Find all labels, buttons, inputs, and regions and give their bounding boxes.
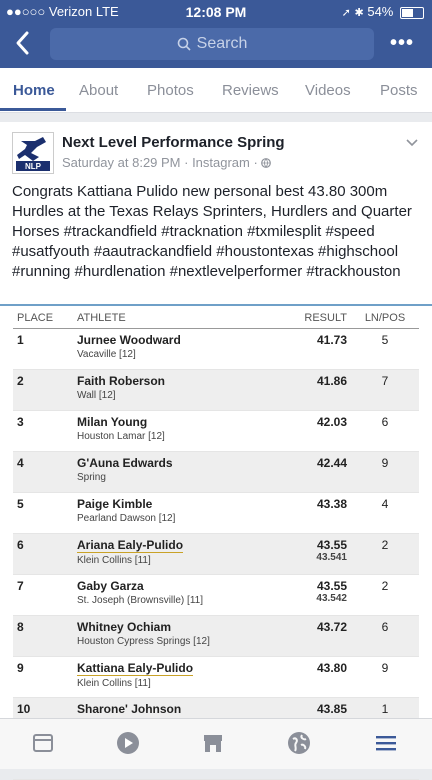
result-cell: [283, 411, 351, 452]
result-value: 43.55: [316, 579, 347, 593]
place-cell: 3: [13, 411, 73, 452]
results-image[interactable]: [0, 304, 432, 732]
athlete-school: Klein Collins [11]: [77, 678, 151, 689]
post-meta-text: Saturday at 8:29 PM · Instagram ·: [62, 155, 262, 170]
post-text: Congrats Kattiana Pulido new personal best 43.80 300m Hurdles at the Texas Relays Sprinters, Hurdlers and Quarter Horses #trackandfield #tracknation #txmilesplit #speed #usatfyouth #aautrackandfield #houstontexas #highschool #running #hurdlenation #nextlevelperformer #trackhouston: [12, 183, 412, 280]
athlete-cell: [73, 616, 283, 657]
more-button[interactable]: •••: [389, 32, 414, 54]
place-cell: 2: [13, 370, 73, 411]
news-feed-icon: [31, 731, 55, 755]
tab-home[interactable]: Home: [13, 82, 55, 99]
lane-cell: 6: [351, 411, 419, 452]
tab-reviews[interactable]: Reviews: [222, 82, 279, 99]
battery-percent: 54%: [367, 4, 394, 19]
lane-cell: 6: [351, 616, 419, 657]
globe-icon: [287, 731, 311, 755]
notifications-tab[interactable]: [287, 731, 311, 755]
menu-icon: [374, 731, 398, 755]
marketplace-tab[interactable]: [201, 731, 225, 755]
page-tabs: [0, 68, 432, 113]
place-cell: 10: [13, 698, 73, 739]
place-cell: 6: [13, 534, 73, 575]
table-row: [13, 534, 419, 575]
athlete-school: Spring: [77, 472, 106, 483]
table-row: [13, 370, 419, 411]
athlete-name: Ariana Ealy-Pulido: [77, 538, 184, 552]
bluetooth-icon: ✱: [354, 7, 364, 19]
post-meta: [62, 155, 271, 170]
carrier-label: ●●○○○ Verizon LTE: [6, 4, 119, 19]
news-feed-tab[interactable]: [31, 731, 55, 755]
athlete-name: Sharone' Johnson: [77, 702, 182, 716]
header-result: RESULT: [283, 306, 351, 329]
athlete-name: Whitney Ochiam: [77, 620, 172, 634]
tab-about[interactable]: About: [79, 82, 119, 99]
place-cell: 4: [13, 452, 73, 493]
athlete-school: Pearland Dawson [12]: [77, 513, 176, 524]
chevron-left-icon: [14, 30, 30, 56]
place-cell: 8: [13, 616, 73, 657]
athlete-school: Houston Cypress Springs [12]: [77, 636, 210, 647]
lane-cell: 7: [351, 370, 419, 411]
tab-photos[interactable]: Photos: [147, 82, 194, 99]
table-row: [13, 411, 419, 452]
result-value: 43.55: [316, 538, 347, 552]
lane-cell: 5: [351, 329, 419, 370]
athlete-school: Vacaville [12]: [77, 349, 136, 360]
athlete-school: Wall [12]: [77, 390, 116, 401]
post-card: [0, 122, 432, 768]
result-cell: [283, 329, 351, 370]
tab-posts[interactable]: Posts: [380, 82, 418, 99]
active-tab-indicator: [0, 108, 66, 111]
battery-icon: [400, 7, 424, 19]
lane-cell: 9: [351, 452, 419, 493]
header-lane: LN/POS: [351, 306, 419, 329]
result-cell: [283, 575, 351, 616]
svg-text:NLP: NLP: [25, 162, 41, 171]
table-row: [13, 616, 419, 657]
athlete-name: Kattiana Ealy-Pulido: [77, 661, 194, 675]
lane-cell: 4: [351, 493, 419, 534]
place-cell: 5: [13, 493, 73, 534]
result-cell: [283, 452, 351, 493]
table-row: [13, 329, 419, 370]
place-cell: 7: [13, 575, 73, 616]
result-cell: [283, 534, 351, 575]
result-detail: 43.541: [316, 552, 347, 563]
battery-indicator: [342, 4, 424, 19]
athlete-cell: [73, 329, 283, 370]
table-row: [13, 493, 419, 534]
result-value: 41.86: [316, 374, 347, 388]
table-row: [13, 657, 419, 698]
athlete-school: Houston Lamar [12]: [77, 431, 165, 442]
athlete-school: Klein Collins [11]: [77, 555, 151, 566]
athlete-cell: [73, 493, 283, 534]
result-value: 43.72: [316, 620, 347, 634]
table-row: [13, 575, 419, 616]
athlete-name: Paige Kimble: [77, 497, 153, 511]
table-row: [13, 452, 419, 493]
result-value: 42.03: [316, 415, 347, 429]
lane-cell: 1: [351, 698, 419, 739]
result-value: 43.85: [316, 702, 347, 716]
top-navigation: [0, 22, 432, 68]
athlete-cell: [73, 534, 283, 575]
athlete-cell: [73, 575, 283, 616]
result-cell: [283, 616, 351, 657]
result-value: 43.80: [316, 661, 347, 675]
place-cell: 9: [13, 657, 73, 698]
athlete-cell: [73, 370, 283, 411]
bottom-tab-bar: [0, 718, 432, 769]
athlete-name: Faith Roberson: [77, 374, 166, 388]
time-label: 12:08 PM: [185, 4, 247, 20]
athlete-name: Gaby Garza: [77, 579, 144, 593]
header-athlete: ATHLETE: [73, 306, 283, 329]
search-placeholder: Search: [196, 35, 248, 52]
result-value: 41.73: [316, 333, 347, 347]
place-cell: 1: [13, 329, 73, 370]
results-table: [13, 306, 419, 780]
video-play-icon: [116, 731, 140, 755]
page-name[interactable]: Next Level Performance Spring: [62, 134, 285, 151]
video-tab[interactable]: [116, 731, 140, 755]
athlete-cell: [73, 452, 283, 493]
result-cell: [283, 493, 351, 534]
athlete-name: G'Auna Edwards: [77, 456, 173, 470]
result-detail: 43.542: [316, 593, 347, 604]
tab-videos[interactable]: Videos: [305, 82, 351, 99]
athlete-name: Milan Young: [77, 415, 148, 429]
status-bar: [0, 0, 432, 22]
location-icon: ➚: [341, 7, 351, 19]
globe-icon: [261, 158, 271, 168]
result-cell: [283, 370, 351, 411]
result-cell: [283, 657, 351, 698]
athlete-cell: [73, 411, 283, 452]
lane-cell: 9: [351, 657, 419, 698]
search-bar[interactable]: [50, 28, 374, 60]
lane-cell: 2: [351, 575, 419, 616]
back-button[interactable]: [14, 30, 30, 61]
avatar[interactable]: [12, 132, 54, 174]
post-options-button[interactable]: [406, 134, 418, 150]
athlete-name: Jurnee Woodward: [77, 333, 181, 347]
marketplace-icon: [201, 731, 225, 755]
result-value: 43.38: [316, 497, 347, 511]
header-place: PLACE: [13, 306, 73, 329]
athlete-school: St. Joseph (Brownsville) [11]: [77, 595, 203, 606]
athlete-cell: [73, 657, 283, 698]
chevron-down-icon: [406, 139, 418, 147]
result-value: 42.44: [316, 456, 347, 470]
menu-tab[interactable]: [374, 731, 398, 755]
lane-cell: 2: [351, 534, 419, 575]
nlp-logo-icon: [13, 133, 53, 173]
search-icon: [177, 37, 191, 51]
